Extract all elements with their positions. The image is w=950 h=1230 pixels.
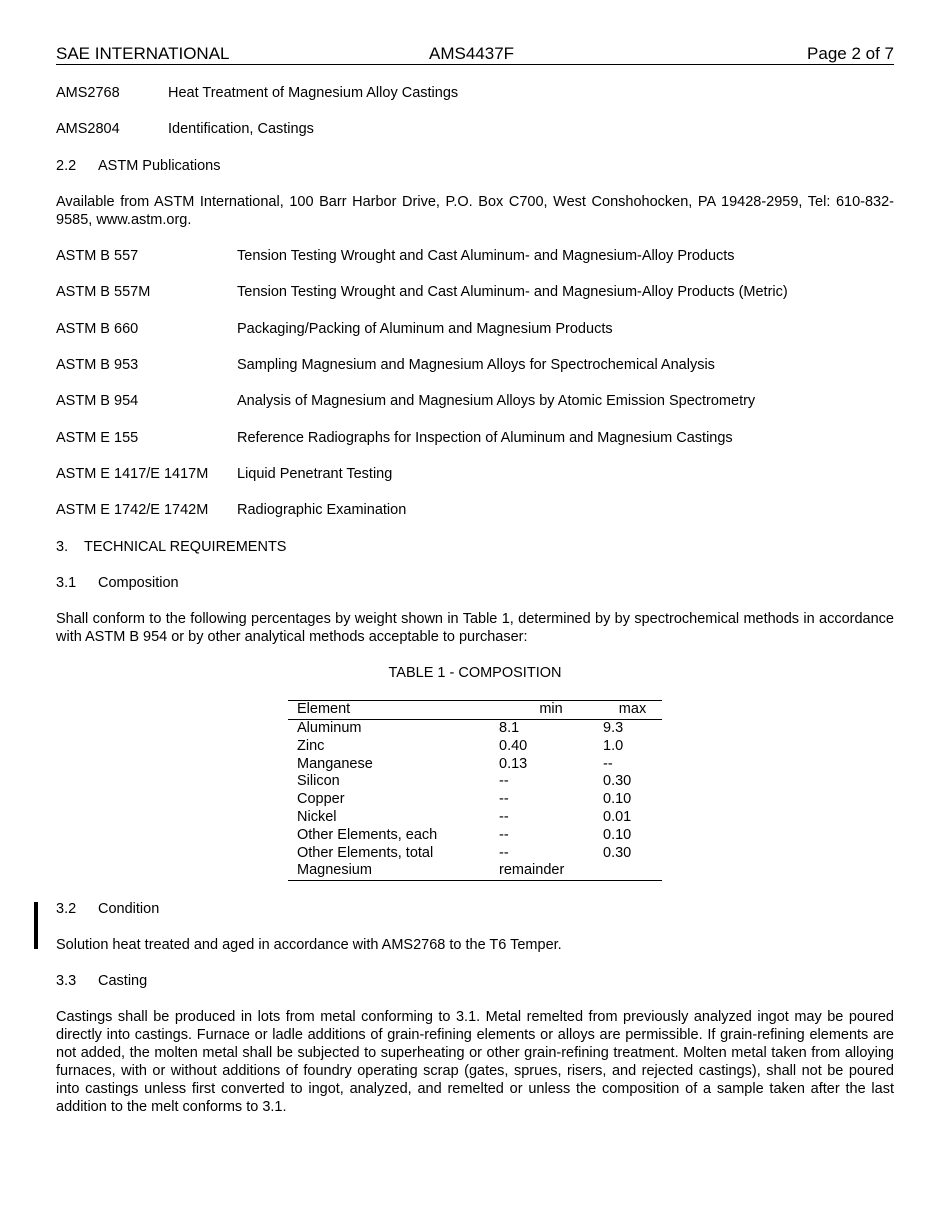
table-cell: 0.10 [603,791,632,808]
table-cell: -- [499,773,509,790]
table-cell: 0.10 [603,826,632,843]
section-heading: Casting [98,973,148,989]
column-header: max [603,701,662,720]
table-cell: 1.0 [603,737,624,754]
table-cell: 0.01 [603,808,632,825]
section-number: 3.1 [56,575,77,591]
header-page-number: Page 2 of 7 [807,44,894,63]
section-number: 3.3 [56,973,77,989]
section-number: 2.2 [56,158,77,174]
ref-code: AMS2768 [56,85,120,101]
ref-code: ASTM B 557 [56,248,139,264]
table-header-row [288,701,662,720]
table-title: TABLE 1 - COMPOSITION [388,665,562,681]
table-cell: Other Elements, total [297,844,434,861]
table-cell: -- [499,791,509,808]
composition-paragraph: Shall conform to the following percentages by weight shown in Table 1, determined by by spectrochemical methods in accordance with ASTM B 954 or by other analytical methods acceptable to purchaser: [56,611,894,645]
table-row [288,845,662,863]
table-cell: remainder [499,862,603,880]
table-cell: -- [499,808,509,825]
ref-title: Identification, Castings [168,121,314,137]
ref-title: Packaging/Packing of Aluminum and Magnesium Products [237,321,613,337]
ref-title: Heat Treatment of Magnesium Alloy Castings [168,85,459,101]
table-cell: -- [499,844,509,861]
ref-code: AMS2804 [56,121,120,137]
table-row [288,756,662,774]
section-number: 3. [56,539,69,555]
composition-table [288,700,662,881]
ref-code: ASTM B 954 [56,393,139,409]
ref-title: Reference Radiographs for Inspection of Aluminum and Magnesium Castings [237,430,733,446]
table-cell: Silicon [297,773,340,790]
ref-code: ASTM E 1417/E 1417M [56,466,209,482]
revision-change-bar [34,902,38,949]
table-row [288,791,662,809]
table-row [288,773,662,791]
section-heading: TECHNICAL REQUIREMENTS [84,539,287,555]
ref-title: Radiographic Examination [237,502,407,518]
page-header [56,44,894,65]
column-header: min [499,701,603,720]
table-cell: -- [499,826,509,843]
section-heading: Condition [98,901,160,917]
table-cell: 0.30 [603,773,632,790]
ref-code: ASTM E 155 [56,430,139,446]
ref-title: Analysis of Magnesium and Magnesium Alloys by Atomic Emission Spectrometry [237,393,756,409]
table-cell: Manganese [297,755,373,772]
condition-paragraph: Solution heat treated and aged in accordance with AMS2768 to the T6 Temper. [56,937,562,953]
table-row [288,738,662,756]
table-cell: Zinc [297,737,325,754]
table-row [288,827,662,845]
section-number: 3.2 [56,901,77,917]
astm-availability-paragraph: Available from ASTM International, 100 Barr Harbor Drive, P.O. Box C700, West Conshohocken, PA 19428-2959, Tel: 610-832-9585, www.astm.org. [56,194,894,228]
table-cell: Magnesium [288,862,499,880]
casting-paragraph: Castings shall be produced in lots from metal conforming to 3.1. Metal remelted from previously analyzed ingot may be poured directly into castings. Furnace or ladle additions of grain-refining elements or alloys are permissible. If grain-refining elements are not added, the molten metal shall be subjected to superheating or other grain-refining treatment. Molten metal taken from alloying furnaces, with or without additions of foundry operating scrap (gates, sprues, risers, and rejected castings), shall not be poured into castings unless first converted to ingot, analyzed, and remelted or unless the composition of a sample taken after the last addition to the melt conforms to 3.1. [56,1009,894,1115]
ref-code: ASTM B 953 [56,357,139,373]
table-row [288,809,662,827]
ref-title: Tension Testing Wrought and Cast Aluminum- and Magnesium-Alloy Products [237,248,735,264]
section-heading: Composition [98,575,179,591]
table-row [288,720,662,738]
table-cell: 0.40 [499,737,528,754]
table-cell: 8.1 [499,720,520,736]
ref-code: ASTM B 660 [56,321,139,337]
column-header: Element [288,701,499,720]
header-org: SAE INTERNATIONAL [56,44,230,63]
table-cell: 0.30 [603,844,632,861]
ref-code: ASTM B 557M [56,284,151,300]
ref-title: Tension Testing Wrought and Cast Aluminum- and Magnesium-Alloy Products (Metric) [237,284,788,300]
header-doc-number: AMS4437F [429,44,515,63]
table-cell: -- [603,755,613,772]
table-cell: Other Elements, each [297,826,438,843]
table-cell: Nickel [297,808,337,825]
table-cell: Aluminum [297,720,362,736]
table-row [288,862,662,880]
section-heading: ASTM Publications [98,158,221,174]
ref-code: ASTM E 1742/E 1742M [56,502,209,518]
table-cell: 9.3 [603,720,624,736]
table-cell: 0.13 [499,755,528,772]
table-cell [603,862,662,880]
ref-title: Liquid Penetrant Testing [237,466,393,482]
table-cell: Copper [297,791,345,808]
ref-title: Sampling Magnesium and Magnesium Alloys for Spectrochemical Analysis [237,357,715,373]
